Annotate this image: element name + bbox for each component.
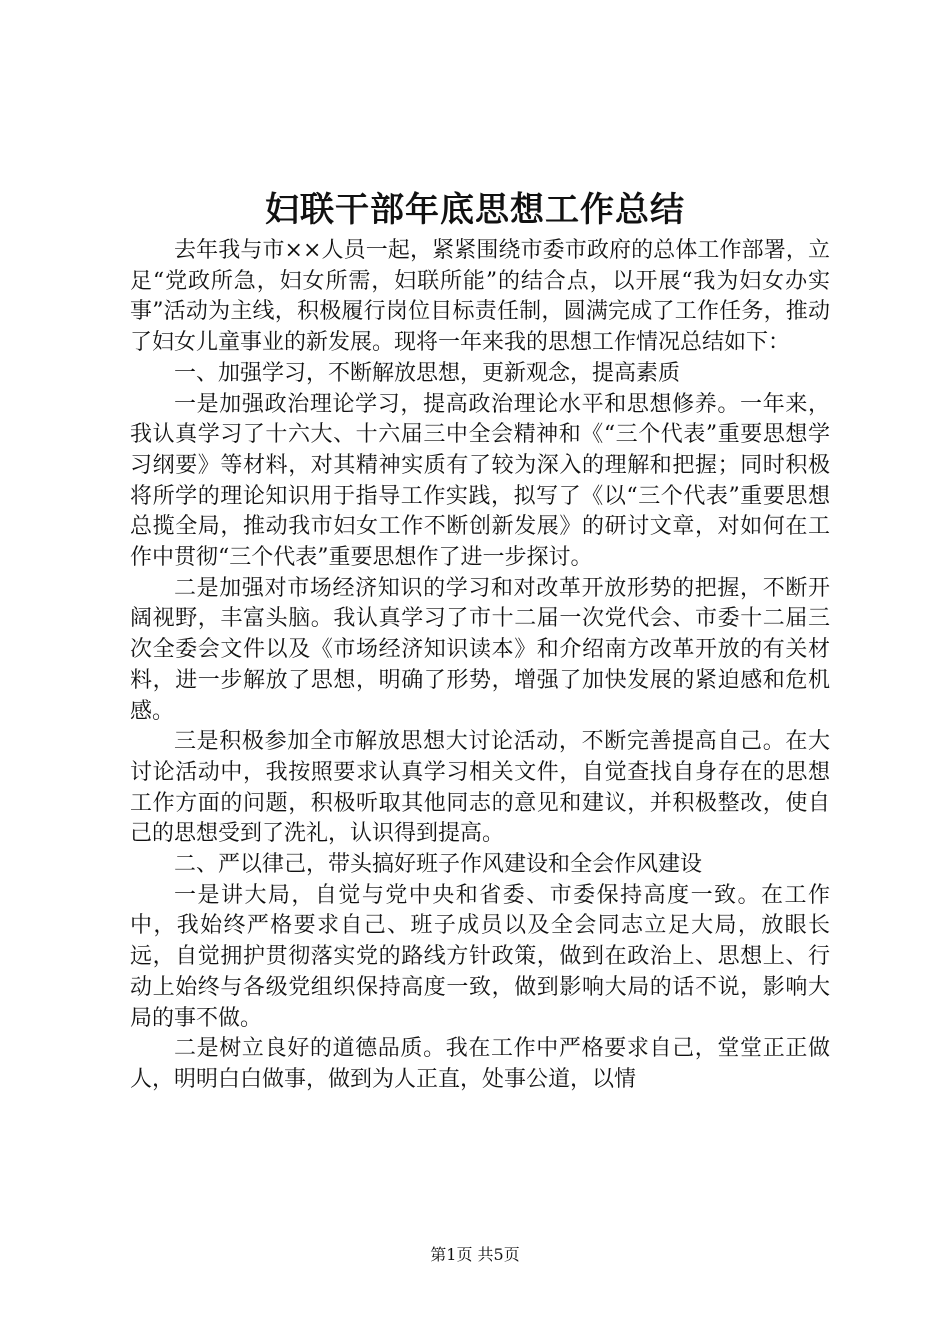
paragraph-intro: 去年我与市××人员一起，紧紧围绕市委市政府的总体工作部署，立足“党政所急，妇女所需，妇联所能”的结合点，以开展“我为妇女办实事”活动为主线，积极履行岗位目标责任制，圆满完成了工作任务，推动了妇女儿童事业的新发展。现将一年来我的思想工作情况总结如下：: [130, 238, 830, 356]
paragraph-2-1: 一是讲大局，自觉与党中央和省委、市委保持高度一致。在工作中，我始终严格要求自己、班子成员以及全会同志立足大局，放眼长远，自觉拥护贯彻落实党的路线方针政策，做到在政治上、思想上、行动上始终与各级党组织保持高度一致，做到影响大局的话不说，影响大局的事不做。: [130, 882, 830, 1031]
page-number-footer: 第1页 共5页: [430, 1245, 520, 1264]
paragraph-1-2: 二是加强对市场经济知识的学习和对改革开放形势的把握，不断开阔视野，丰富头脑。我认真学习了市十二届一次党代会、市委十二届三次全委会文件以及《市场经济知识读本》和介绍南方改革开放的有关材料，进一步解放了思想，明确了形势，增强了加快发展的紧迫感和危机感。: [130, 575, 830, 724]
paragraph-1-3: 三是积极参加全市解放思想大讨论活动，不断完善提高自己。在大讨论活动中，我按照要求认真学习相关文件，自觉查找自身存在的思想工作方面的问题，积极听取其他同志的意见和建议，并积极整改，使自己的思想受到了洗礼，认识得到提高。: [130, 729, 830, 847]
paragraph-2-2: 二是树立良好的道德品质。我在工作中严格要求自己，堂堂正正做人，明明白白做事，做到为人正直，处事公道，以情: [130, 1036, 830, 1092]
paragraph-1-1: 一是加强政治理论学习，提高政治理论水平和思想修养。一年来，我认真学习了十六大、十六届三中全会精神和《“三个代表”重要思想学习纲要》等材料，对其精神实质有了较为深入的理解和把握；同时积极将所学的理论知识用于指导工作实践，拟写了《以“三个代表”重要思想总揽全局，推动我市妇女工作不断创新发展》的研讨文章，对如何在工作中贯彻“三个代表”重要思想作了进一步探讨。: [130, 391, 830, 571]
section-heading-1: 一、加强学习，不断解放思想，更新观念，提高素质: [174, 360, 681, 386]
document-body: [130, 236, 830, 1096]
section-heading-2: 二、严以律己，带头搞好班子作风建设和全会作风建设: [174, 852, 703, 878]
document-title: 妇联干部年底思想工作总结: [265, 190, 685, 230]
